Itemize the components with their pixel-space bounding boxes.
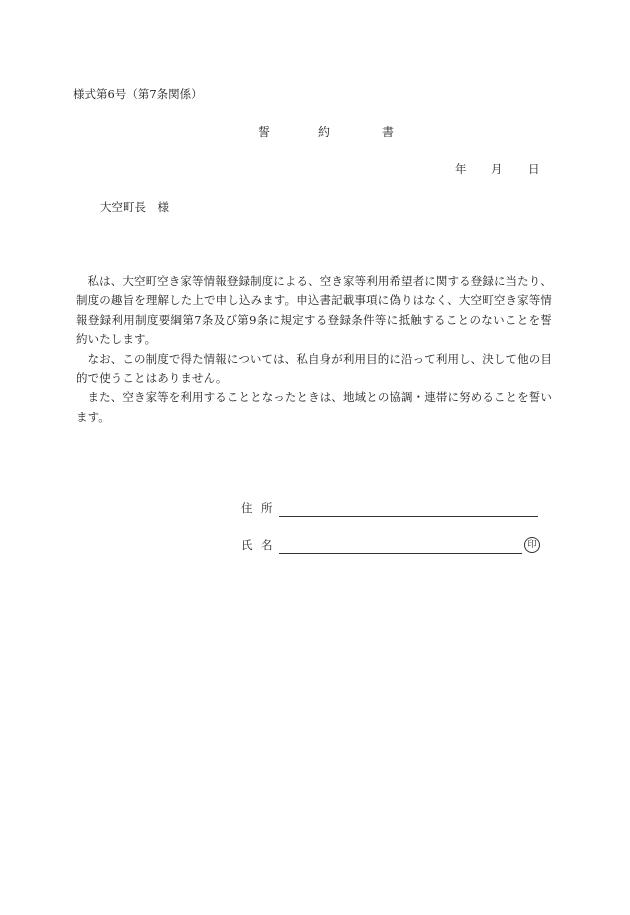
- date-day-label: 日: [528, 162, 540, 176]
- title-char-1: 誓: [258, 125, 271, 139]
- date-month-label: 月: [491, 162, 503, 176]
- pledge-paragraph-1: 私は、大空町空き家等情報登録制度による、空き家等利用希望者に関する登録に当たり、制度の趣旨を理解した上で申し込みます。申込書記載事項に偽りはなく、大空町空き家等情報登録利用制度要綱第7条及び第9条に規定する登録条件等に抵触することのないことを誓約いたします。: [76, 274, 552, 347]
- title-char-2: 約: [318, 125, 331, 139]
- name-label-1: 氏: [241, 538, 253, 552]
- document-title: [258, 123, 394, 140]
- form-number: 様式第6号（第7条関係）: [73, 87, 203, 101]
- date-year-label: 年: [455, 162, 467, 176]
- seal-mark: 印: [524, 537, 540, 553]
- address-label-1: 住: [241, 501, 253, 515]
- name-label-2: 名: [261, 538, 273, 552]
- pledge-body: [76, 272, 552, 427]
- address-label-2: 所: [261, 501, 273, 515]
- addressee: 大空町長 様: [100, 200, 169, 214]
- pledge-paragraph-3: また、空き家等を利用することとなったときは、地域との協調・連帯に努めることを誓います。: [76, 390, 552, 424]
- pledge-paragraph-2: なお、この制度で得た情報については、私自身が利用目的に沿って利用し、決して他の目的で使うことはありません。: [76, 351, 552, 386]
- address-line[interactable]: [279, 516, 538, 517]
- title-char-3: 書: [382, 125, 395, 139]
- name-line[interactable]: [279, 553, 522, 554]
